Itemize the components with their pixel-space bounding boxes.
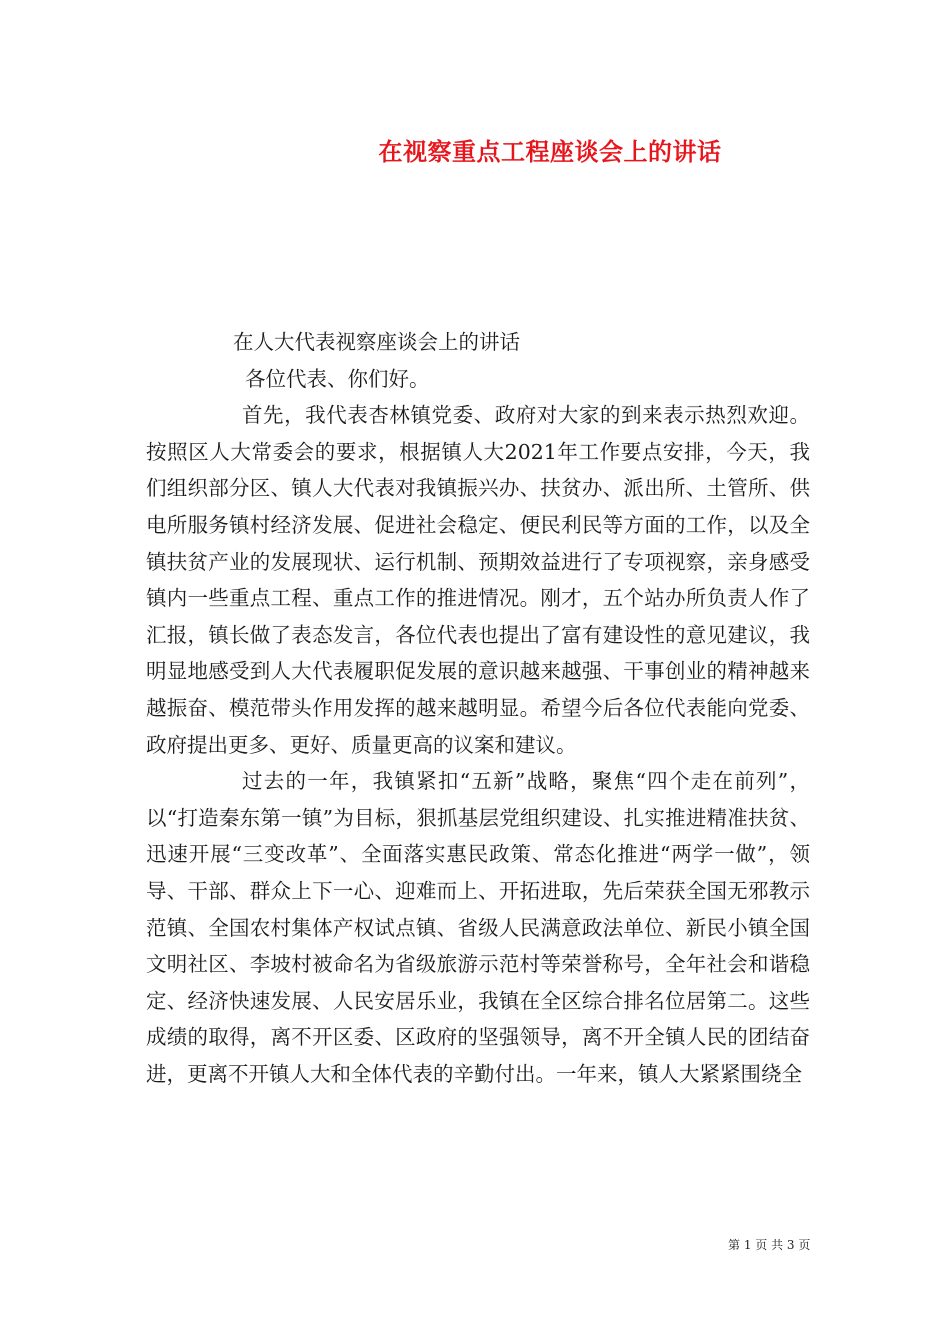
document-title: 在视察重点工程座谈会上的讲话 [378,137,722,166]
page-number: 第 1 页 共 3 页 [728,1238,811,1252]
document-body [146,324,810,1092]
paragraph-opening: 首先，我代表杏林镇党委、政府对大家的到来表示热烈欢迎。按照区人大常委会的要求，根据镇人大2021年工作要点安排，今天，我们组织部分区、镇人大代表对我镇振兴办、扶贫办、派出所、土管所、供电所服务镇村经济发展、促进社会稳定、便民利民等方面的工作，以及全镇扶贫产业的发展现状、运行机制、预期效益进行了专项视察，亲身感受镇内一些重点工程、重点工作的推进情况。刚才，五个站办所负责人作了汇报，镇长做了表态发言，各位代表也提出了富有建设性的意见建议，我明显地感受到人大代表履职促发展的意识越来越强、干事创业的精神越来越振奋、模范带头作用发挥的越来越明显。希望今后各位代表能向党委、政府提出更多、更好、质量更高的议案和建议。 [146,403,810,757]
speech-subtitle: 在人大代表视察座谈会上的讲话 [233,330,520,354]
paragraph-review: 过去的一年，我镇紧扣“五新”战略，聚焦“四个走在前列”，以“打造秦东第一镇”为目标，狠抓基层党组织建设、扎实推进精准扶贫、迅速开展“三变改革”、全面落实惠民政策、常态化推进“两学一做”，领导、干部、群众上下一心、迎难而上、开拓进取，先后荣获全国无邪教示范镇、全国农村集体产权试点镇、省级人民满意政法单位、新民小镇全国文明社区、李坡村被命名为省级旅游示范村等荣誉称号，全年社会和谐稳定、经济快速发展、人民安居乐业，我镇在全区综合排名位居第二。这些成绩的取得，离不开区委、区政府的坚强领导，离不开全镇人民的团结奋进，更离不开镇人大和全体代表的辛勤付出。一年来，镇人大紧紧围绕全 [146,769,810,1086]
greeting-line: 各位代表、你们好。 [245,366,430,391]
